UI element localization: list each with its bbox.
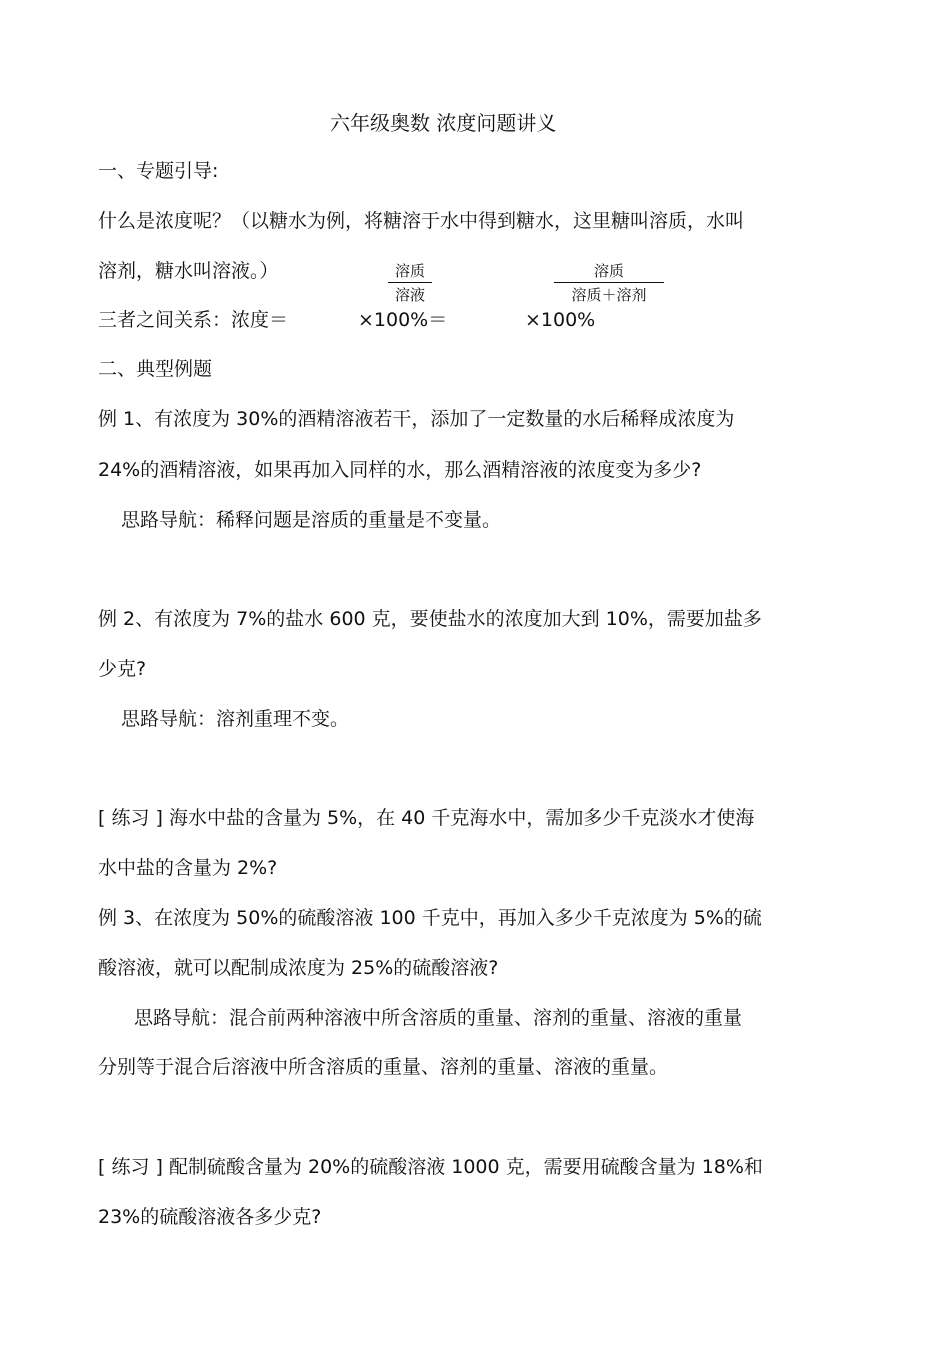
example3-hint-line-2: 分别等于混合后溶液中所含溶质的重量、溶剂的重量、溶液的重量。 (98, 1056, 669, 1078)
relation-times-2: ×100% (525, 309, 596, 331)
example3-line-1: 例 3、在浓度为 50%的硫酸溶液 100 千克中，再加入多少千克浓度为 5%的硫 (98, 907, 762, 929)
fraction-solute-over-solution (388, 262, 432, 304)
page-title: 六年级奥数 浓度问题讲义 (330, 111, 557, 135)
fraction-numerator: 溶质 (593, 262, 624, 280)
practice1-line-2: 水中盐的含量为 2%? (98, 857, 278, 879)
fraction-solute-over-solute-plus-solvent (554, 262, 664, 304)
fraction-bar (388, 282, 432, 283)
fraction-denominator: 溶质＋溶剂 (571, 286, 647, 304)
example1-line-1: 例 1、有浓度为 30%的酒精溶液若干，添加了一定数量的水后稀释成浓度为 (98, 408, 735, 430)
example2-hint: 思路导航：溶剂重理不变。 (121, 708, 350, 730)
example1-hint: 思路导航：稀释问题是溶质的重量是不变量。 (121, 509, 502, 531)
example2-line-1: 例 2、有浓度为 7%的盐水 600 克，要使盐水的浓度加大到 10%，需要加盐多 (98, 608, 762, 630)
concept-line-2: 溶剂，糖水叫溶液。） (98, 260, 279, 282)
example3-hint-line-1: 思路导航：混合前两种溶液中所含溶质的重量、溶剂的重量、溶液的重量 (134, 1007, 743, 1029)
practice2-line-1: [ 练习 ] 配制硫酸含量为 20%的硫酸溶液 1000 克，需要用硫酸含量为 18%和 (98, 1156, 763, 1178)
relation-label: 三者之间关系：浓度＝ (98, 309, 289, 331)
fraction-denominator: 溶液 (394, 286, 425, 304)
relation-times-1: ×100%＝ (358, 309, 448, 331)
example2-line-2: 少克? (98, 658, 147, 680)
concept-line-1: 什么是浓度呢？（以糖水为例，将糖溶于水中得到糖水，这里糖叫溶质，水叫 (98, 210, 745, 232)
practice1-line-1: [ 练习 ] 海水中盐的含量为 5%，在 40 千克海水中，需加多少千克淡水才使海 (98, 807, 755, 829)
practice2-line-2: 23%的硫酸溶液各多少克? (98, 1206, 322, 1228)
section1-heading: 一、专题引导: (98, 160, 219, 182)
fraction-numerator: 溶质 (394, 262, 425, 280)
fraction-bar (554, 282, 664, 283)
example3-line-2: 酸溶液，就可以配制成浓度为 25%的硫酸溶液? (98, 957, 499, 979)
section2-heading: 二、典型例题 (98, 358, 213, 380)
example1-line-2: 24%的酒精溶液，如果再加入同样的水，那么酒精溶液的浓度变为多少? (98, 459, 702, 481)
